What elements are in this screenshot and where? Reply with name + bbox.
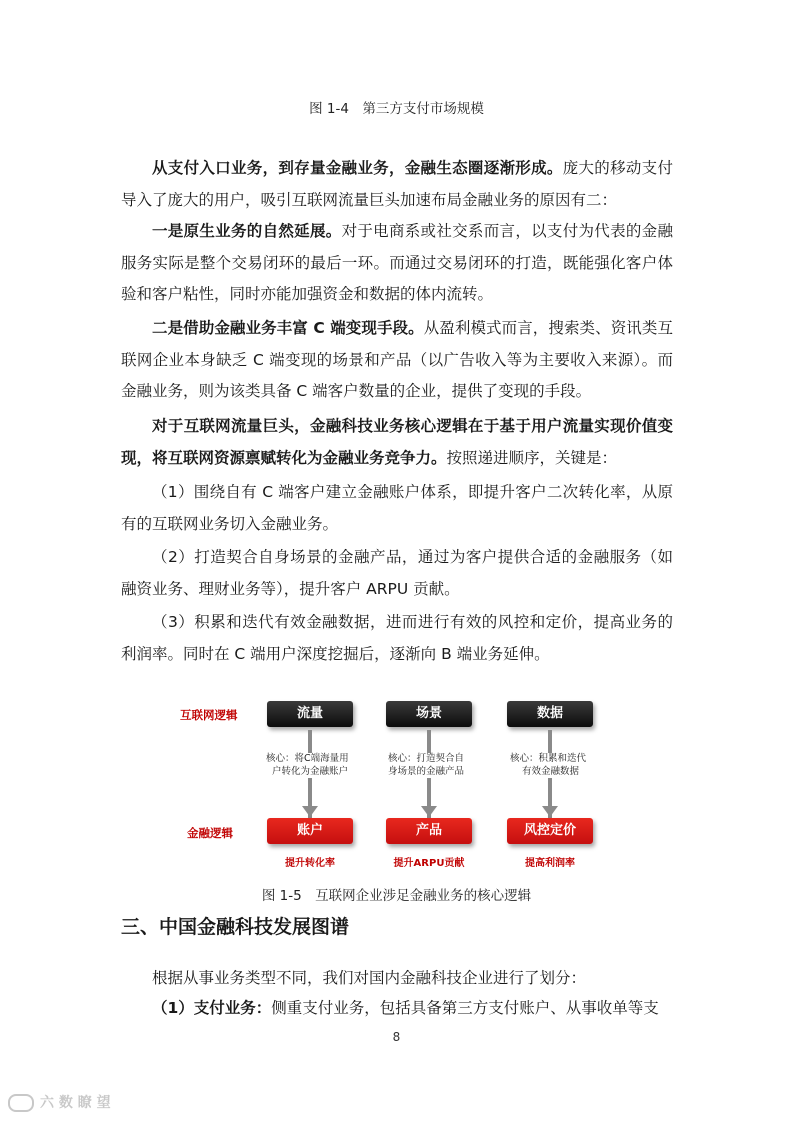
section-3-intro: 根据从事业务类型不同，我们对国内金融科技企业进行了划分： (152, 969, 587, 987)
core-note-2-line-2: 身场景的金融产品 (388, 765, 465, 777)
key-point-2: （2）打造契合自身场景的金融产品，通过为客户提供合适的金融服务（如融资业务、理财业务等），提升客户 ARPU 贡献。 (121, 548, 673, 598)
arrow-3-head (542, 806, 558, 817)
page-number: 8 (392, 1030, 401, 1044)
paragraph-3-bold: 二是借助金融业务丰富 C 端变现手段。 (152, 319, 424, 337)
paragraph-2-text: 对于电商系或社交系而言，以支付为代表的金融服务实际是整个交易闭环的最后一环。而通过交易闭环的打造，既能强化客户体验和客户粘性，同时亦能加强资金和数据的体内流转。 (121, 222, 673, 303)
account-box: 账户 (267, 818, 353, 844)
paragraph-4-bold: 对于互联网流量巨头，金融科技业务核心逻辑在于基于用户流量实现价值变现，将互联网资源禀赋转化为金融业务竞争力。 (121, 417, 673, 467)
core-note-3-line-1: 核心：积累和迭代 (510, 753, 587, 764)
paragraph-4-text: 按照递进顺序，关键是： (446, 448, 618, 467)
payment-business-text: 侧重支付业务，包括具备第三方支付账户、从事收单等支 (271, 999, 659, 1017)
payment-business-label: （1）支付业务： (152, 999, 272, 1017)
core-note-1-line-1: 核心：将C端海量用 (266, 753, 349, 764)
conversion-rate-note: 提升转化率 (285, 858, 335, 869)
watermark-logo-icon (8, 1094, 34, 1112)
section-3-heading: 三、中国金融科技发展图谱 (121, 916, 350, 938)
watermark-text: 六 数 瞭 望 (40, 1095, 111, 1111)
key-point-3: （3）积累和迭代有效金融数据，进而进行有效的风控和定价，提高业务的利润率。同时在 C 端用户深度挖掘后，逐渐向 B 端业务延伸。 (121, 613, 673, 663)
watermark (8, 1092, 111, 1112)
profit-margin-note: 提高利润率 (525, 858, 575, 869)
arpu-note: 提升ARPU贡献 (393, 858, 465, 869)
paragraph-3-text: 从盈利模式而言，搜索类、资讯类互联网企业本身缺乏 C 端变现的场景和产品（以广告收入等为主要收入来源）。而金融业务，则为该类具备 C 端客户数量的企业，提供了变现的手段。 (121, 319, 673, 400)
scenario-box: 场景 (386, 701, 472, 727)
core-note-3 (510, 753, 594, 778)
finance-logic-label: 金融逻辑 (187, 826, 233, 840)
core-note-2 (388, 753, 474, 778)
arrow-1-head (302, 806, 318, 817)
core-note-3-line-2: 有效金融数据 (522, 765, 580, 777)
paragraph-2-bold: 一是原生业务的自然延展。 (152, 222, 342, 240)
product-box: 产品 (386, 818, 472, 844)
paragraph-3 (121, 313, 673, 408)
paragraph-1-text: 庞大的移动支付导入了庞大的用户，吸引互联网流量巨头加速布局金融业务的原因有二： (121, 159, 673, 209)
figure-1-4-caption: 图 1-4 第三方支付市场规模 (309, 101, 484, 117)
core-note-2-line-1: 核心：打造契合自 (388, 753, 465, 764)
risk-pricing-box: 风控定价 (507, 818, 593, 844)
section-3-item-1 (121, 993, 673, 1025)
arrow-2-head (421, 806, 437, 817)
figure-1-5-caption: 图 1-5 互联网企业涉足金融业务的核心逻辑 (261, 888, 532, 904)
paragraph-2 (121, 216, 673, 311)
core-note-1-line-2: 户转化为金融账户 (272, 765, 349, 777)
data-box: 数据 (507, 701, 593, 727)
paragraph-1-bold: 从支付入口业务，到存量金融业务，金融生态圈逐渐形成。 (152, 159, 563, 177)
paragraph-4 (121, 411, 673, 474)
traffic-box: 流量 (267, 701, 353, 727)
core-logic-diagram (0, 690, 793, 880)
internet-logic-label: 互联网逻辑 (180, 708, 238, 722)
paragraph-1 (121, 153, 673, 216)
core-note-1 (266, 753, 356, 778)
key-point-1: （1）围绕自有 C 端客户建立金融账户体系，即提升客户二次转化率，从原有的互联网业务切入金融业务。 (121, 483, 673, 533)
